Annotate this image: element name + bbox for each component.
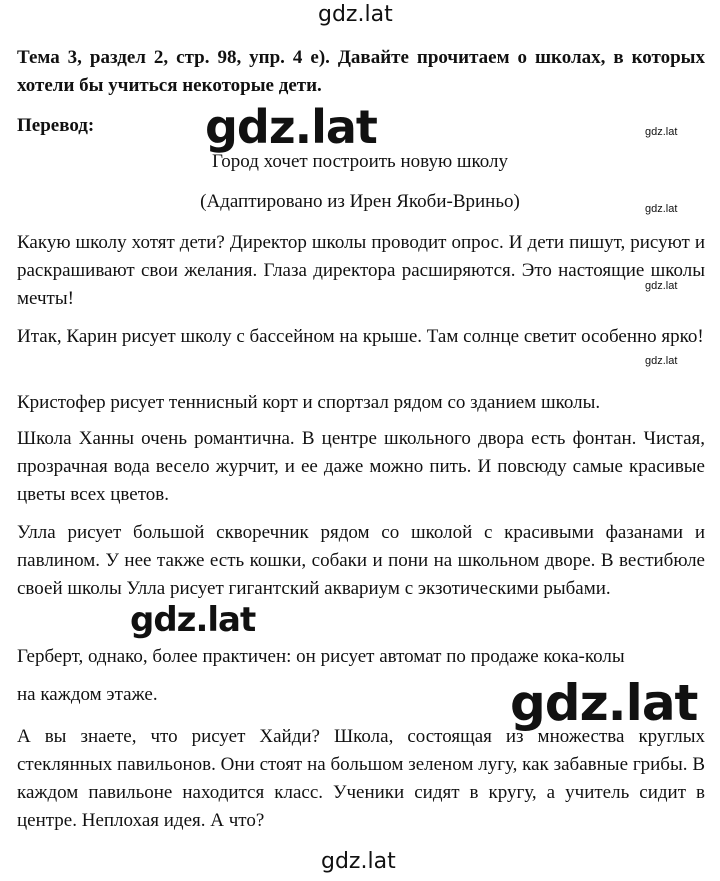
watermark-small-3: gdz.lat	[645, 280, 678, 292]
paragraph-5: Улла рисует большой скворечник рядом со школой с красивыми фазанами и павлином. У нее также есть кошки, собаки и пони на школьном дворе. В вестибюле своей школы Улла рисует гигантский аквариум с экзотическими рыбами.	[17, 522, 705, 599]
translation-label: Перевод:	[17, 115, 95, 136]
watermark-big-middle: gdz.lat	[130, 600, 256, 640]
paragraph-6: Герберт, однако, более практичен: он рисует автомат по продаже кока-колы	[17, 646, 625, 667]
watermark-big-lower: gdz.lat	[510, 674, 698, 732]
paragraph-2: Итак, Карин рисует школу с бассейном на крыше. Там солнце светит особенно ярко!	[17, 326, 704, 347]
watermark-small-1: gdz.lat	[645, 126, 678, 138]
watermark-big-upper: gdz.lat	[205, 100, 377, 154]
story-subtitle: (Адаптировано из Ирен Якоби-Вриньо)	[200, 191, 520, 212]
story-title: Город хочет построить новую школу	[211, 151, 509, 172]
paragraph-8: А вы знаете, что рисует Хайди? Школа, состоящая из множества круглых стеклянных павильонов. Они стоят на большом зеленом лугу, как забавные грибы. В каждом павильоне находится класс. Ученики сидят в кругу, а учитель сидит в центре. Неплохая идея. А что?	[17, 726, 705, 831]
paragraph-3: Кристофер рисует теннисный корт и спортзал рядом со зданием школы.	[17, 392, 601, 413]
watermark-small-2: gdz.lat	[645, 203, 678, 215]
exercise-header: Тема 3, раздел 2, стр. 98, упр. 4 е). Давайте прочитаем о школах, в которых хотели бы учиться некоторые дети.	[17, 47, 705, 96]
watermark-small-4: gdz.lat	[645, 355, 678, 367]
paragraph-1: Какую школу хотят дети? Директор школы проводит опрос. И дети пишут, рисуют и раскрашивают свои желания. Глаза директора расширяются. Это настоящие школы мечты!	[17, 232, 705, 309]
watermark-top: gdz.lat	[318, 2, 393, 27]
paragraph-4: Школа Ханны очень романтична. В центре школьного двора есть фонтан. Чистая, прозрачная вода весело журчит, и ее даже можно пить. И повсюду самые красивые цветы всех цветов.	[17, 428, 705, 505]
watermark-bottom: gdz.lat	[321, 849, 396, 874]
paragraph-7: на каждом этаже.	[17, 684, 158, 705]
